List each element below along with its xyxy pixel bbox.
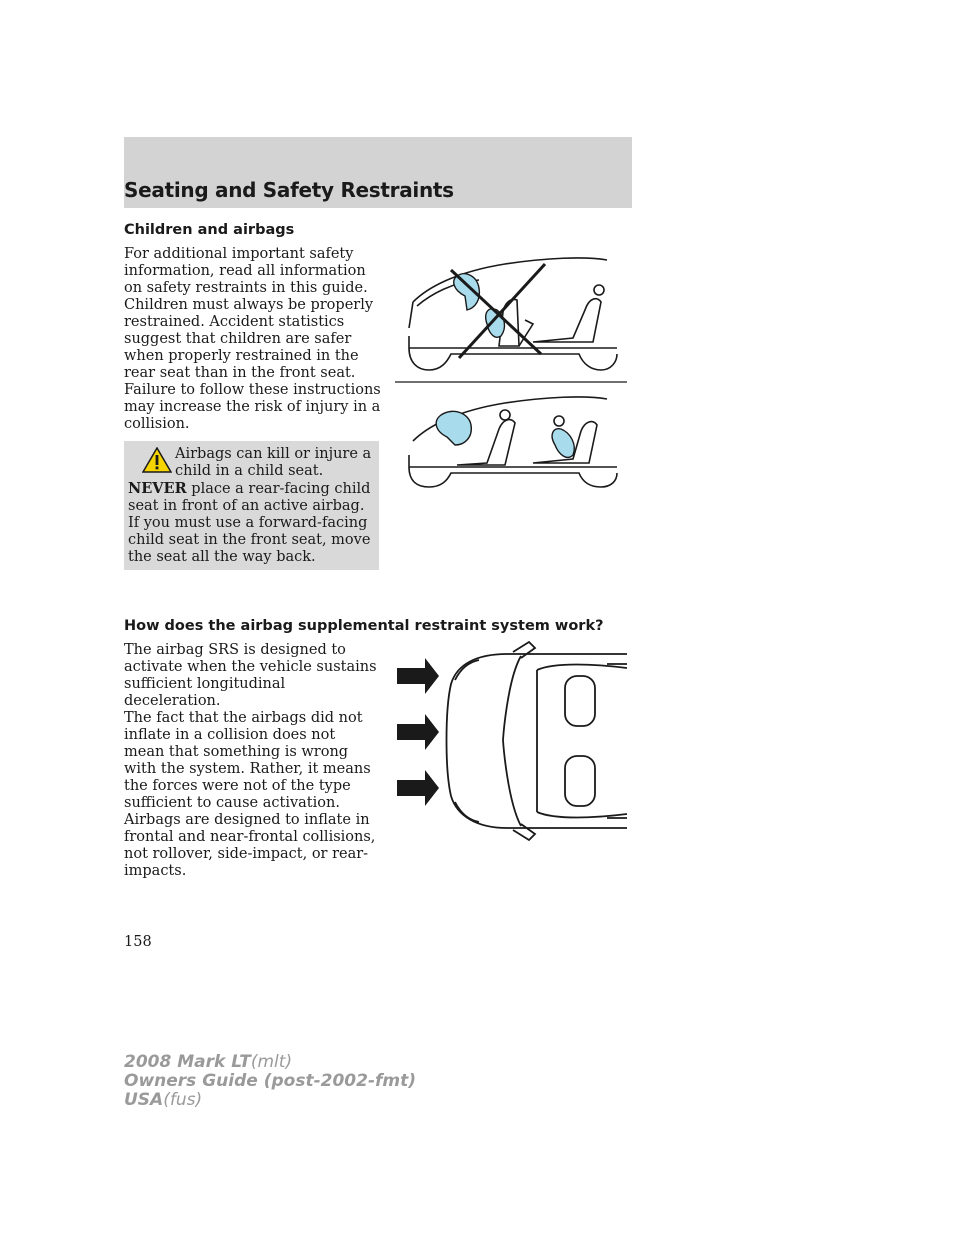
warning-box xyxy=(124,441,379,570)
impact-arrow-icon xyxy=(397,714,439,750)
warning-never: NEVER xyxy=(128,480,187,497)
srs-inflation-paragraph: The fact that the airbags did not inflate in a collision does not mean that something is wrong with the system. Rather, it means the forces were not of the type sufficient to cause activation. Airbags are designed to inflate in frontal and near-frontal collisions, not rollover, side-impact, or rear-impacts. xyxy=(124,710,376,879)
footer-guide: Owners Guide (post-2002-fmt) xyxy=(124,1071,417,1091)
children-restraint-paragraph: Children must always be properly restrained. Accident statistics suggest that children are safer when properly restrained in the rear seat than in the front seat. Failure to follow these instructions may increase the risk of injury in a collision. xyxy=(124,297,381,432)
warning-instruction: place a rear-facing child seat in front of an active airbag. If you must use a forward-facing child seat in the front seat, move the seat all the way back. xyxy=(128,481,371,565)
footer-model-line xyxy=(124,1053,416,1072)
page-number: 158 xyxy=(124,934,152,950)
footer-market-line xyxy=(124,1091,416,1110)
safety-info-paragraph: For additional important safety information, read all information on safety restraints in this guide. xyxy=(124,246,368,296)
warning-text-primary: Airbags can kill or injure a child in a child seat. xyxy=(175,446,372,479)
footer-model: 2008 Mark LT xyxy=(124,1052,251,1072)
child-seat-rear-illustration xyxy=(395,395,627,500)
footer-market: USA xyxy=(124,1090,164,1110)
footer-market-code: (fus) xyxy=(163,1090,203,1110)
warning-text-secondary xyxy=(128,480,376,566)
vehicle-top-view-illustration xyxy=(395,640,627,846)
child-seat-front-prohibited-illustration xyxy=(395,250,627,385)
document-footer xyxy=(124,1053,416,1110)
section-title: Seating and Safety Restraints xyxy=(124,178,454,202)
impact-arrow-icon xyxy=(397,658,439,694)
footer-model-code: (mlt) xyxy=(250,1052,293,1072)
children-airbags-heading: Children and airbags xyxy=(124,222,295,238)
srs-activation-paragraph: The airbag SRS is designed to activate when the vehicle sustains sufficient longitudinal deceleration. xyxy=(124,642,377,709)
impact-arrows xyxy=(397,658,439,806)
footer-guide-line xyxy=(124,1072,416,1091)
impact-arrow-icon xyxy=(397,770,439,806)
warning-triangle-icon xyxy=(142,447,172,473)
srs-heading: How does the airbag supplemental restraint system work? xyxy=(124,618,604,634)
